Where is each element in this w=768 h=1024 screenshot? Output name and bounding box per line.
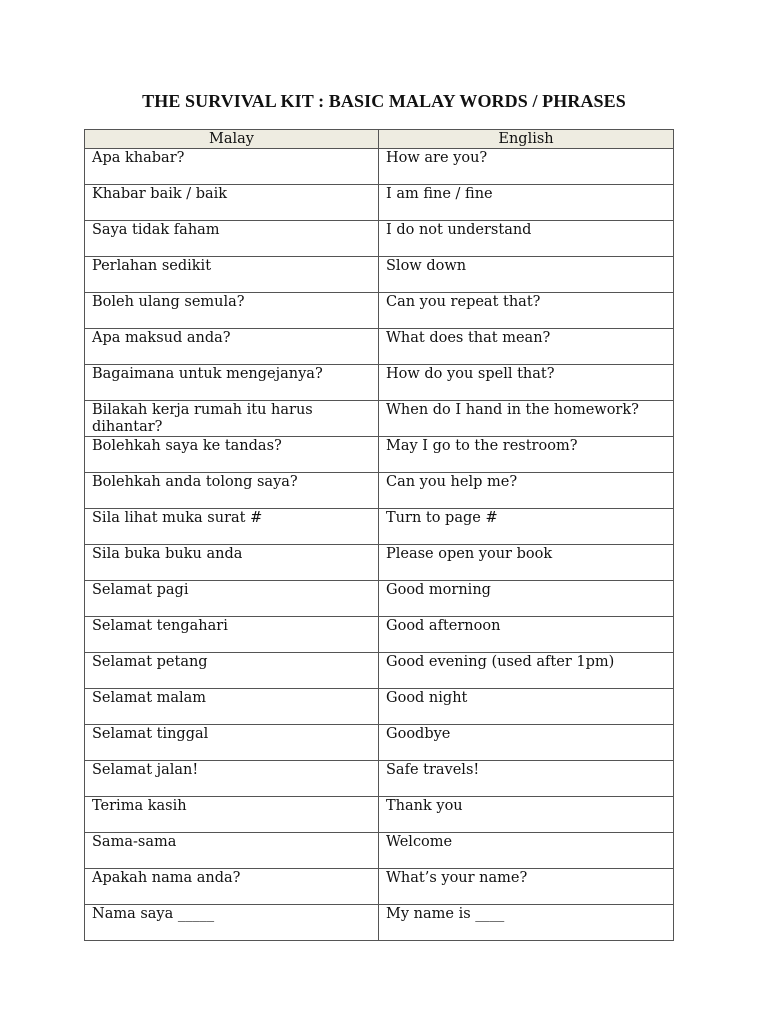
table-row	[85, 149, 674, 185]
table-row	[85, 401, 674, 437]
table-row	[85, 329, 674, 365]
table-row	[85, 545, 674, 581]
malay-phrase-cell: Selamat jalan!	[85, 761, 379, 797]
english-phrase-cell: Turn to page #	[379, 509, 674, 545]
malay-phrase-cell: Selamat pagi	[85, 581, 379, 617]
table-row	[85, 905, 674, 941]
table-header-row	[85, 130, 674, 149]
phrase-table	[84, 129, 674, 941]
malay-phrase-cell: Apa khabar?	[85, 149, 379, 185]
column-header-english: English	[379, 130, 674, 149]
table-row	[85, 509, 674, 545]
malay-phrase-cell: Bolehkah saya ke tandas?	[85, 437, 379, 473]
english-phrase-cell: What’s your name?	[379, 869, 674, 905]
table-row	[85, 257, 674, 293]
english-phrase-cell: Good evening (used after 1pm)	[379, 653, 674, 689]
malay-phrase-cell: Selamat malam	[85, 689, 379, 725]
table-row	[85, 293, 674, 329]
table-row	[85, 689, 674, 725]
english-phrase-cell: How are you?	[379, 149, 674, 185]
table-row	[85, 437, 674, 473]
page-title: THE SURVIVAL KIT : BASIC MALAY WORDS / PHRASES	[142, 91, 626, 111]
malay-phrase-cell: Selamat petang	[85, 653, 379, 689]
english-phrase-cell: Thank you	[379, 797, 674, 833]
table-row	[85, 365, 674, 401]
english-phrase-cell: What does that mean?	[379, 329, 674, 365]
malay-phrase-cell: Saya tidak faham	[85, 221, 379, 257]
malay-phrase-cell: Khabar baik / baik	[85, 185, 379, 221]
malay-phrase-cell: Nama saya _____	[85, 905, 379, 941]
malay-phrase-cell: Bolehkah anda tolong saya?	[85, 473, 379, 509]
english-phrase-cell: When do I hand in the homework?	[379, 401, 674, 437]
english-phrase-cell: How do you spell that?	[379, 365, 674, 401]
table-row	[85, 761, 674, 797]
table-body	[85, 149, 674, 941]
table-row	[85, 617, 674, 653]
table-row	[85, 221, 674, 257]
table-row	[85, 581, 674, 617]
english-phrase-cell: Goodbye	[379, 725, 674, 761]
malay-phrase-cell: Sama-sama	[85, 833, 379, 869]
english-phrase-cell: Can you help me?	[379, 473, 674, 509]
table-row	[85, 725, 674, 761]
english-phrase-cell: Good night	[379, 689, 674, 725]
table-row	[85, 797, 674, 833]
malay-phrase-cell: Selamat tengahari	[85, 617, 379, 653]
malay-phrase-cell: Bagaimana untuk mengejanya?	[85, 365, 379, 401]
malay-phrase-cell: Sila buka buku anda	[85, 545, 379, 581]
table-row	[85, 833, 674, 869]
english-phrase-cell: Welcome	[379, 833, 674, 869]
malay-phrase-cell: Selamat tinggal	[85, 725, 379, 761]
table-row	[85, 473, 674, 509]
table-row	[85, 185, 674, 221]
malay-phrase-cell: Perlahan sedikit	[85, 257, 379, 293]
english-phrase-cell: Slow down	[379, 257, 674, 293]
malay-phrase-cell: Apakah nama anda?	[85, 869, 379, 905]
malay-phrase-cell: Boleh ulang semula?	[85, 293, 379, 329]
table-row	[85, 653, 674, 689]
table-row	[85, 869, 674, 905]
english-phrase-cell: Please open your book	[379, 545, 674, 581]
english-phrase-cell: Safe travels!	[379, 761, 674, 797]
english-phrase-cell: Good morning	[379, 581, 674, 617]
english-phrase-cell: Good afternoon	[379, 617, 674, 653]
english-phrase-cell: I am fine / fine	[379, 185, 674, 221]
english-phrase-cell: Can you repeat that?	[379, 293, 674, 329]
column-header-malay: Malay	[85, 130, 379, 149]
english-phrase-cell: May I go to the restroom?	[379, 437, 674, 473]
malay-phrase-cell: Terima kasih	[85, 797, 379, 833]
malay-phrase-cell: Bilakah kerja rumah itu harus dihantar?	[85, 401, 379, 437]
english-phrase-cell: I do not understand	[379, 221, 674, 257]
english-phrase-cell: My name is ____	[379, 905, 674, 941]
malay-phrase-cell: Apa maksud anda?	[85, 329, 379, 365]
malay-phrase-cell: Sila lihat muka surat #	[85, 509, 379, 545]
